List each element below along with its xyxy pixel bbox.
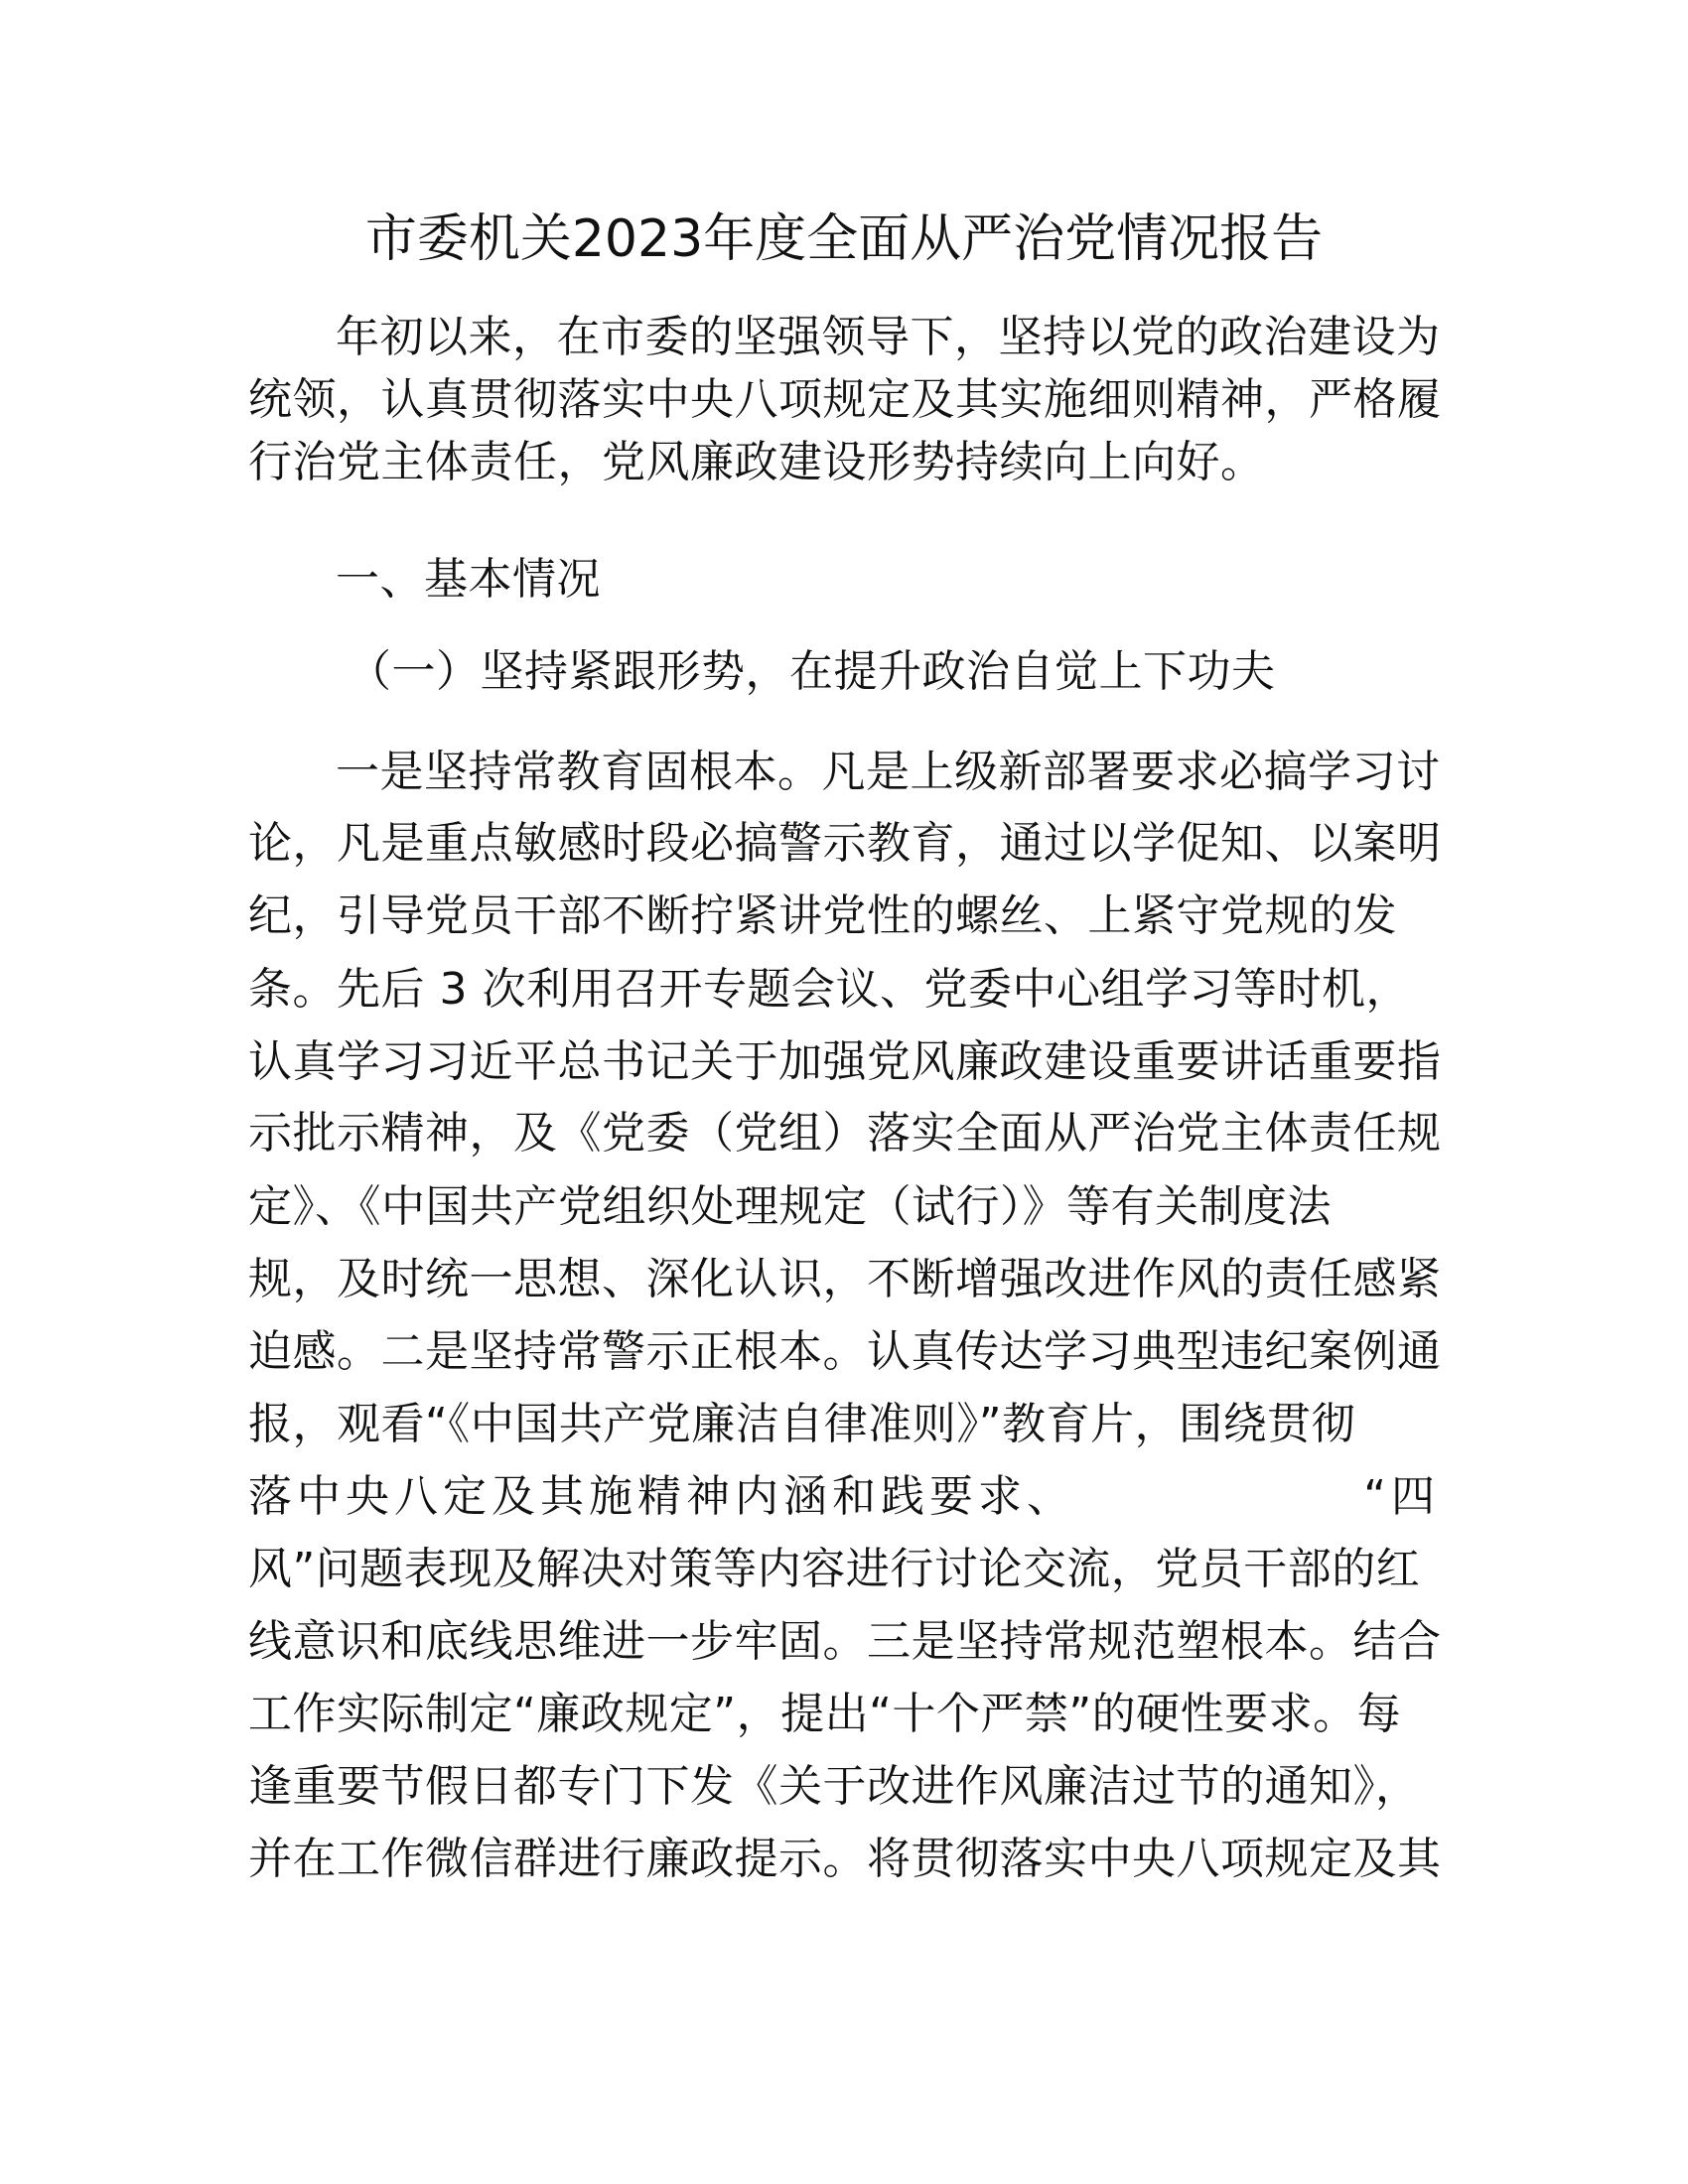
paragraph-line: 条。先后 3 次利用召开专题会议、党委中心组学习等时机， (248, 964, 1410, 1015)
paragraph-line: 逢重要节假日都专门下发《关于改进作风廉洁过节的通知》， (248, 1761, 1420, 1812)
paragraph-line: 线意识和底线思维进一步牢固。三是坚持常规范塑根本。结合 (248, 1616, 1442, 1667)
paragraph-line: 风”问题表现及解决对策等内容进行讨论交流，党员干部的红 (248, 1544, 1421, 1594)
paragraph-line: 示批示精神，及《党委（党组）落实全面从严治党主体责任规 (248, 1108, 1442, 1159)
split-line-right: “四 (1363, 1471, 1440, 1522)
subsection-heading: （一）坚持紧跟形势，在提升政治自觉上下功夫 (348, 646, 1276, 697)
paragraph-line-split (248, 1467, 1440, 1527)
section-heading: 一、基本情况 (336, 554, 601, 605)
split-line-left: 落中央八定及其施精神内涵和践要求、 (248, 1471, 1075, 1522)
paragraph-line: 迫感。二是坚持常警示正根本。认真传达学习典型违纪案例通 (248, 1326, 1442, 1377)
document-title: 市委机关2023年度全面从严治党情况报告 (364, 209, 1324, 269)
paragraph-line: 一是坚持常教育固根本。凡是上级新部署要求必搞学习讨 (336, 747, 1441, 797)
paragraph-line: 工作实际制定“廉政规定”，提出“十个严禁”的硬性要求。每 (248, 1689, 1402, 1739)
paragraph-line: 行治党主体责任，党风廉政建设形势持续向上向好。 (248, 437, 1265, 487)
paragraph-line: 并在工作微信群进行廉政提示。将贯彻落实中央八项规定及其 (248, 1834, 1442, 1884)
paragraph-line: 认真学习习近平总书记关于加强党风廉政建设重要讲话重要指 (248, 1036, 1442, 1087)
paragraph-line: 年初以来，在市委的坚强领导下，坚持以党的政治建设为 (336, 312, 1441, 362)
paragraph-line: 定》、《中国共产党组织处理规定（试行）》等有关制度法 (248, 1181, 1332, 1232)
paragraph-line: 纪，引导党员干部不断拧紧讲党性的螺丝、上紧守党规的发 (248, 890, 1397, 941)
paragraph-line: 统领，认真贯彻落实中央八项规定及其实施细则精神，严格履 (248, 374, 1442, 425)
paragraph-line: 规，及时统一思想、深化认识，不断增强改进作风的责任感紧 (248, 1254, 1442, 1304)
paragraph-line: 论，凡是重点敏感时段必搞警示教育，通过以学促知、以案明 (248, 818, 1442, 869)
paragraph-line: 报，观看“《中国共产党廉洁自律准则》”教育片，围绕贯彻 (248, 1399, 1356, 1449)
